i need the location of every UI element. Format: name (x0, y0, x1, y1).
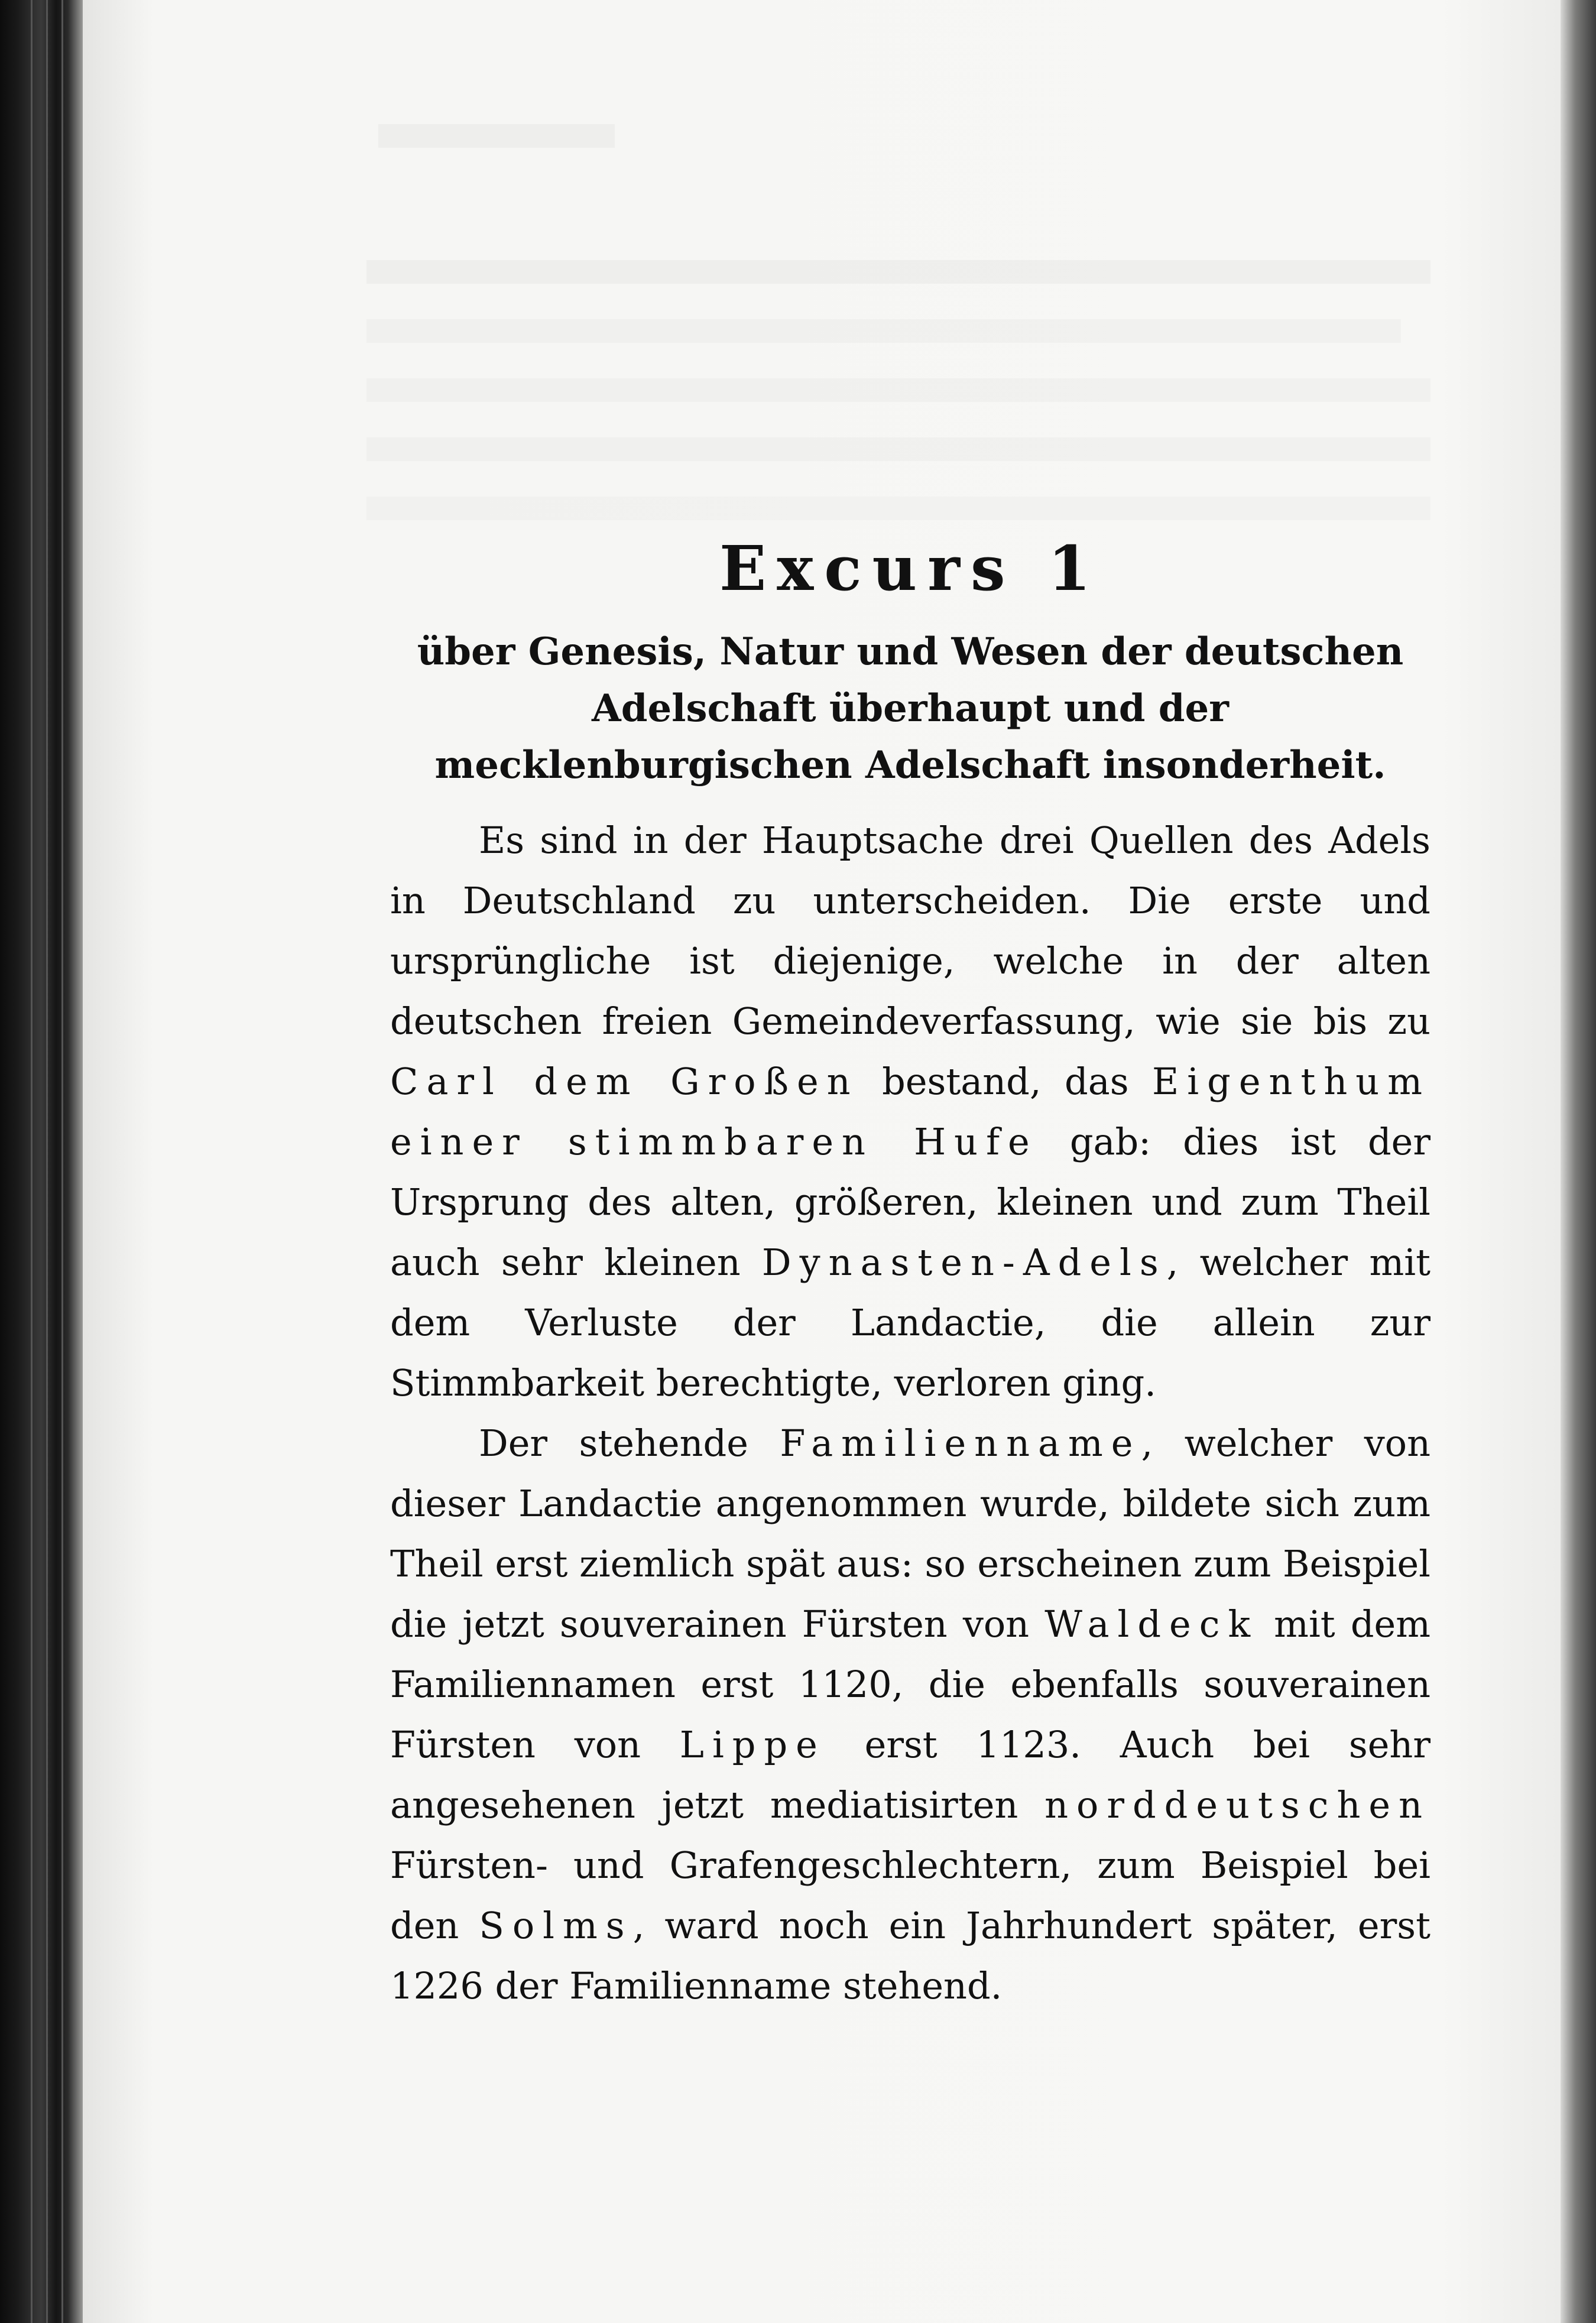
emphasized-text: Eigenthum einer stimmbaren Hufe (390, 1060, 1431, 1164)
binding-line (31, 0, 33, 2323)
paragraph (390, 810, 1430, 1413)
chapter-content (390, 532, 1431, 2016)
bleed-through (366, 437, 1430, 461)
bleed-through (366, 378, 1430, 402)
text-run: mit dem Familiennamen erst 1120, die ebenfalls souverainen Fürsten von (390, 1602, 1430, 1767)
book-binding (0, 0, 83, 2323)
emphasized-text: Waldeck (1044, 1602, 1259, 1646)
emphasized-text: norddeutschen (1044, 1783, 1430, 1827)
bleed-through (366, 497, 1430, 520)
emphasized-text: Lippe (679, 1723, 826, 1767)
chapter-title: Excurs 1 (719, 532, 1102, 605)
emphasized-text: Dynasten-Adels (761, 1241, 1167, 1284)
body-text (390, 810, 1430, 2016)
text-run: Fürsten- und Grafengeschlechtern, zum Beispiel bei den (390, 1844, 1430, 1948)
emphasized-text: Familienname (780, 1422, 1141, 1465)
text-run: erst 1123. Auch bei sehr angesehenen jetzt mediatisirten (390, 1723, 1430, 1827)
bleed-through (366, 260, 1430, 284)
text-run: Der stehende (479, 1422, 780, 1465)
chapter-subtitle: über Genesis, Natur und Wesen der deutschen Adelschaft überhaupt und der mecklenburgischen Adelschaft insonderheit. (417, 630, 1404, 788)
text-run: bestand, das (858, 1060, 1153, 1104)
binding-line (46, 0, 48, 2323)
page-edge (1561, 0, 1596, 2323)
bleed-through (366, 319, 1401, 343)
emphasized-text: Carl dem Großen (390, 1060, 859, 1104)
text-run: , welcher mit dem Verluste der Landactie, die allein zur Stimmbarkeit berechtigte, verloren ging. (390, 1241, 1430, 1405)
paragraph (390, 1413, 1430, 2016)
emphasized-text: Solms (479, 1904, 633, 1948)
text-run: gab: dies ist der Ursprung des alten, größeren, kleinen und zum Theil auch sehr kleinen (390, 1120, 1430, 1284)
binding-line (61, 0, 63, 2323)
text-run: , ward noch ein Jahrhundert später, erst 1226 der Familienname stehend. (390, 1904, 1430, 2008)
text-run: Es sind in der Hauptsache drei Quellen des Adels in Deutschland zu unterscheiden. Die erste und ursprüngliche ist diejenige, welche in der alten deutschen freien Gemeindeverfassung, wie sie bis zu (390, 819, 1430, 1043)
text-run: , welcher von dieser Landactie angenommen wurde, bildete sich zum Theil erst ziemlich spät aus: so erscheinen zum Beispiel die jetzt souverainen Fürsten von (390, 1422, 1431, 1646)
bleed-through (378, 124, 615, 148)
